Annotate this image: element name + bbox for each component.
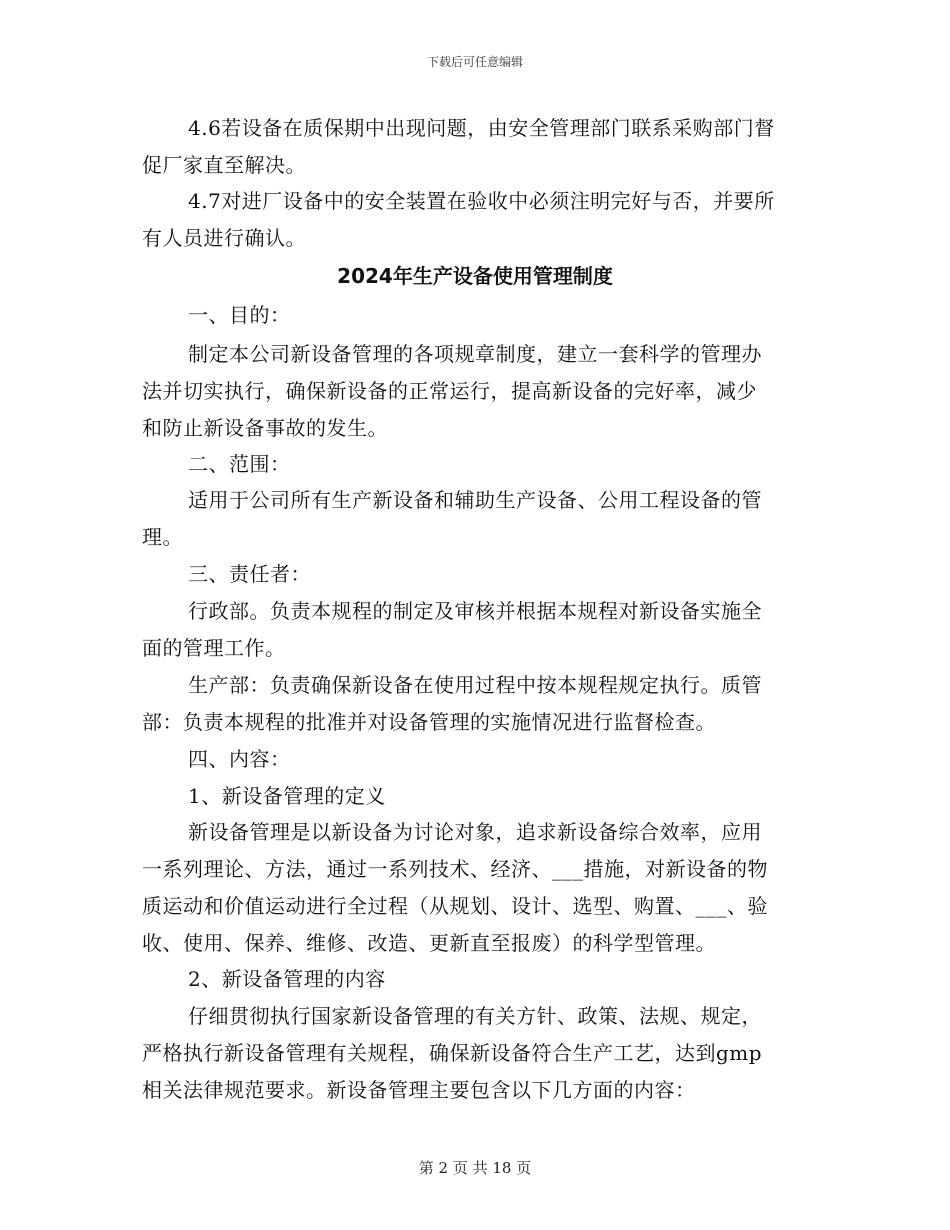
text-line: 2、新设备管理的内容 (188, 967, 386, 991)
paragraph-admin-dept (142, 593, 814, 667)
text-line: 仔细贯彻执行国家新设备管理的有关方针、政策、法规、规定， (188, 1004, 762, 1028)
paragraph-management-content (142, 998, 814, 1109)
text-line: 相关法律规范要求。新设备管理主要包含以下几方面的内容： (142, 1078, 696, 1102)
text-line: 新设备管理是以新设备为讨论对象，追求新设备综合效率，应用 (188, 820, 762, 844)
text-line: 4.6若设备在质保期中出现问题，由安全管理部门联系采购部门督 (188, 116, 775, 140)
paragraph-definition (142, 814, 814, 962)
paragraph-scope (142, 482, 814, 556)
subheading-definition (142, 778, 814, 815)
text-line: 四、内容： (188, 747, 291, 771)
page-header: 下载后可任意编辑 (426, 55, 523, 69)
subheading-management-content (142, 961, 814, 998)
text-line: 二、范围： (188, 452, 291, 476)
text-line: 促厂家直至解决。 (142, 153, 306, 177)
text-line: 行政部。负责本规程的制定及审核并根据本规程对新设备实施全 (188, 599, 762, 623)
text-line: 三、责任者： (188, 562, 311, 586)
text-line: 收、使用、保养、维修、改造、更新直至报废）的科学型管理。 (142, 931, 716, 955)
text-line: 4.7对进厂设备中的安全装置在验收中必须注明完好与否，并要所 (188, 189, 775, 213)
text-line: 和防止新设备事故的发生。 (142, 416, 388, 440)
text-line: 适用于公司所有生产新设备和辅助生产设备、公用工程设备的管 (188, 488, 762, 512)
paragraph-4-7 (142, 183, 814, 257)
text-line: 一、目的： (188, 303, 291, 327)
paragraph-4-6 (142, 110, 814, 184)
text-line: 有人员进行确认。 (142, 226, 306, 250)
text-line: 一系列理论、方法，通过一系列技术、经济、___措施，对新设备的物 (142, 857, 768, 881)
document-title: 2024年生产设备使用管理制度 (337, 264, 613, 288)
section-heading-purpose (142, 297, 814, 334)
text-line: 部：负责本规程的批准并对设备管理的实施情况进行监督检查。 (142, 710, 716, 734)
text-line: 制定本公司新设备管理的各项规章制度，建立一套科学的管理办 (188, 342, 762, 366)
text-line: 1、新设备管理的定义 (188, 784, 386, 808)
text-line: 严格执行新设备管理有关规程，确保新设备符合生产工艺，达到gmp (142, 1041, 763, 1065)
section-heading-responsibility (142, 556, 814, 593)
text-line: 质运动和价值运动进行全过程（从规划、设计、选型、购置、___、验 (142, 894, 768, 918)
text-line: 面的管理工作。 (142, 636, 286, 660)
page-footer: 第 2 页 共 18 页 (418, 1159, 532, 1177)
text-line: 生产部：负责确保新设备在使用过程中按本规程规定执行。质管 (188, 673, 762, 697)
section-heading-content (142, 741, 814, 778)
paragraph-purpose (142, 336, 814, 447)
text-line: 理。 (142, 525, 183, 549)
section-heading-scope (142, 446, 814, 483)
paragraph-production-dept (142, 667, 814, 741)
text-line: 法并切实执行，确保新设备的正常运行，提高新设备的完好率，减少 (142, 379, 757, 403)
